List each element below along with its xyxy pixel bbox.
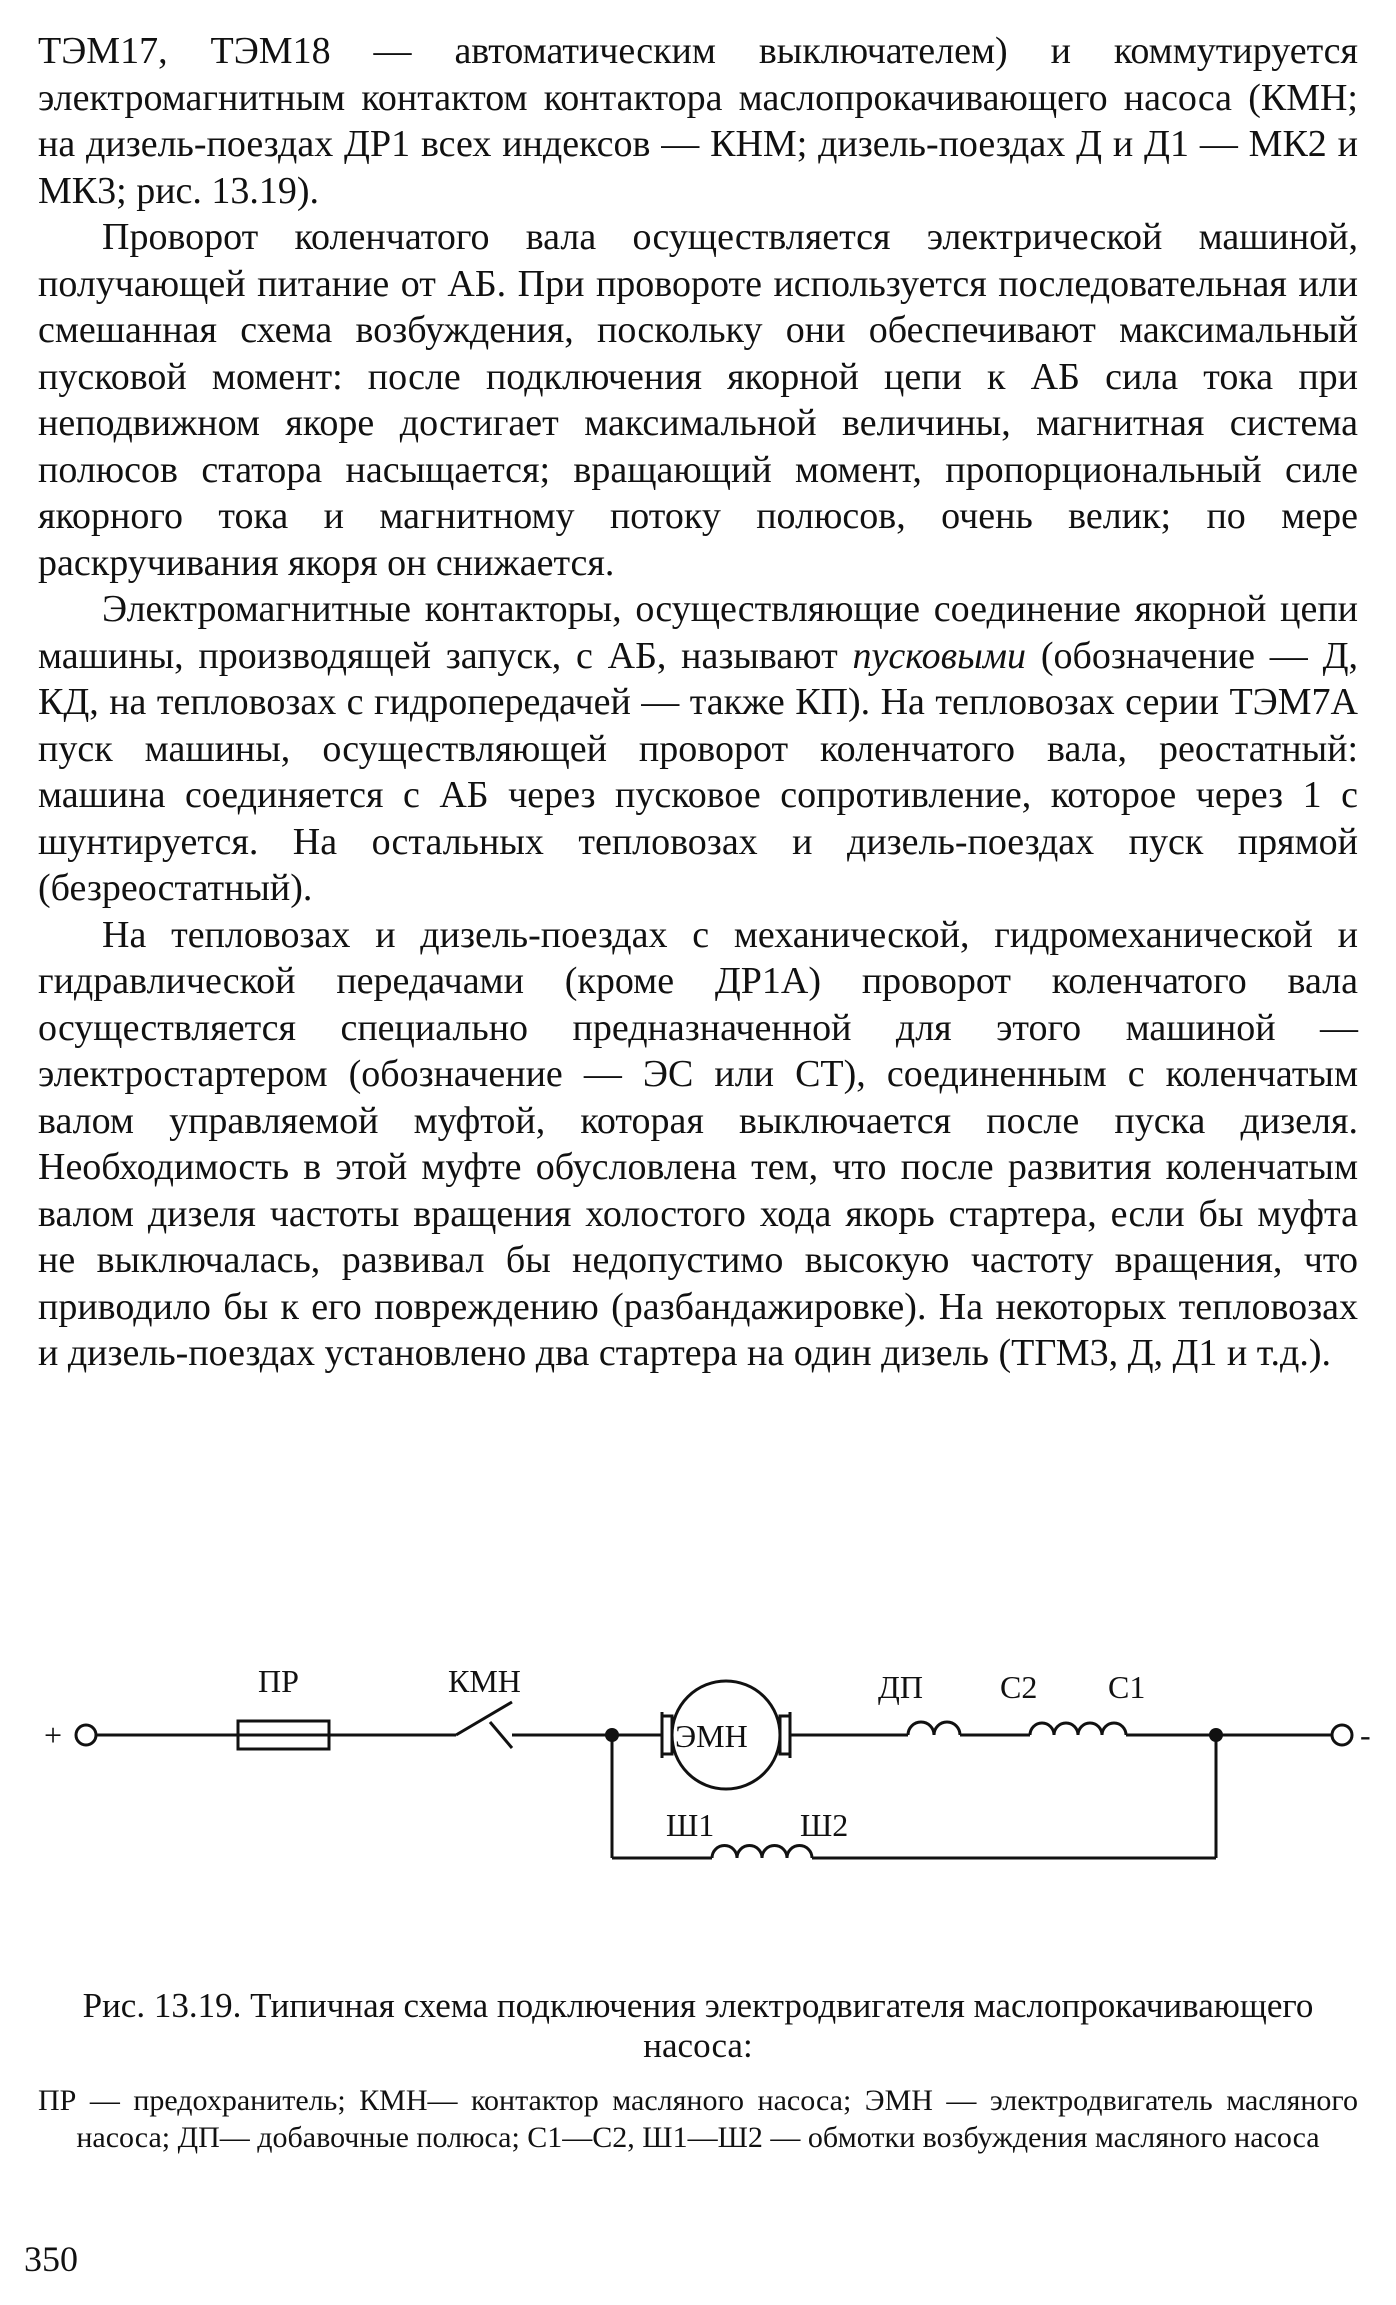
paragraph-3-emphasis: пусковыми: [852, 634, 1027, 677]
paragraph-1: ТЭМ17, ТЭМ18 — автоматическим выключателем) и коммутируется электромагнитным контактом контактора маслопрокачивающего насоса (КМН; на дизель-поездах ДР1 всех индексов — КНМ; дизель-поездах Д и Д1 — МК2 и МК3; рис. 13.19).: [38, 30, 1358, 212]
terminal-minus: [1332, 1725, 1352, 1745]
page-number: 350: [24, 2239, 78, 2279]
paragraph-3-start: Электромагнитные контакторы, осуществляющие соединение якорной цепи машины, производящей запуск, с АБ, называют: [38, 588, 1358, 677]
c1-label: С1: [1108, 1669, 1146, 1705]
aux-poles-label: ДП: [878, 1669, 923, 1705]
shunt-winding: [712, 1846, 812, 1859]
terminal-plus: [76, 1725, 96, 1745]
paragraph-3: [38, 586, 1358, 912]
paragraph-4: На тепловозах и дизель-поездах с механической, гидромеханической и гидравлической передачами (кроме ДР1А) проворот коленчатого вала осуществляется специально предназначенной для этого машиной — электростартером (обозначение — ЭС или СТ), соединенным с коленчатым валом управляемой муфтой, которая выключается после пуска дизеля. Необходимость в этой муфте обусловлена тем, что после развития коленчатым валом дизеля частоты вращения холостого хода якорь стартера, если бы муфта не выключалась, развивал бы недопустимо высокую частоту вращения, что приводило бы к его повреждению (разбандажировке). На некоторых тепловозах и дизель-поездах установлено два стартера на один дизель (ТГМ3, Д, Д1 и т.д.).: [38, 913, 1358, 1374]
circuit-diagram-svg: [0, 1640, 1396, 1890]
minus-label: -: [1360, 1717, 1371, 1753]
figure-caption: Рис. 13.19. Типичная схема подключения электродвигателя маслопрокачивающего насоса:: [82, 1986, 1314, 2065]
junction-dot-left: [605, 1728, 619, 1742]
paragraph-3-end: (обозначение — Д, КД, на тепловозах с гидропередачей — также КП). На тепловозах серии ТЭМ7А пуск машины, осуществляющей проворот коленчатого вала, реостатный: машина соединяется с АБ через пусковое сопротивление, которое через 1 с шунтируется. На остальных тепловозах и дизель-поездах пуск прямой (безреостатный).: [38, 634, 1358, 909]
figure-legend: ПР — предохранитель; КМН— контактор масляного насоса; ЭМН — электродвигатель масляного насоса; ДП— добавочные полюса; С1—С2, Ш1—Ш2 — обмотки возбуждения масляного насоса: [38, 2084, 1358, 2154]
contact-blade: [456, 1702, 512, 1735]
fuse-label: ПР: [258, 1663, 299, 1699]
motor-label: ЭМН: [675, 1718, 748, 1754]
plus-label: +: [44, 1717, 63, 1753]
series-winding: [1030, 1723, 1126, 1735]
sh1-label: Ш1: [666, 1807, 715, 1843]
c2-label: С2: [1000, 1669, 1038, 1705]
paragraph-2: Проворот коленчатого вала осуществляется электрической машиной, получающей питание от АБ. При провороте используется последовательная или смешанная схема возбуждения, поскольку они обеспечивают максимальный пусковой момент: после подключения якорной цепи к АБ сила тока при неподвижном якоре достигает максимальной величины, магнитная система полюсов статора насыщается; вращающий момент, пропорциональный силе якорного тока и магнитному потоку полюсов, очень велик; по мере раскручивания якоря он снижается.: [38, 216, 1358, 584]
contactor-label: КМН: [448, 1663, 521, 1699]
circuit-diagram: [0, 1640, 1396, 1890]
document-body: [38, 28, 1358, 1377]
junction-dot-right: [1209, 1728, 1223, 1742]
sh2-label: Ш2: [800, 1807, 849, 1843]
